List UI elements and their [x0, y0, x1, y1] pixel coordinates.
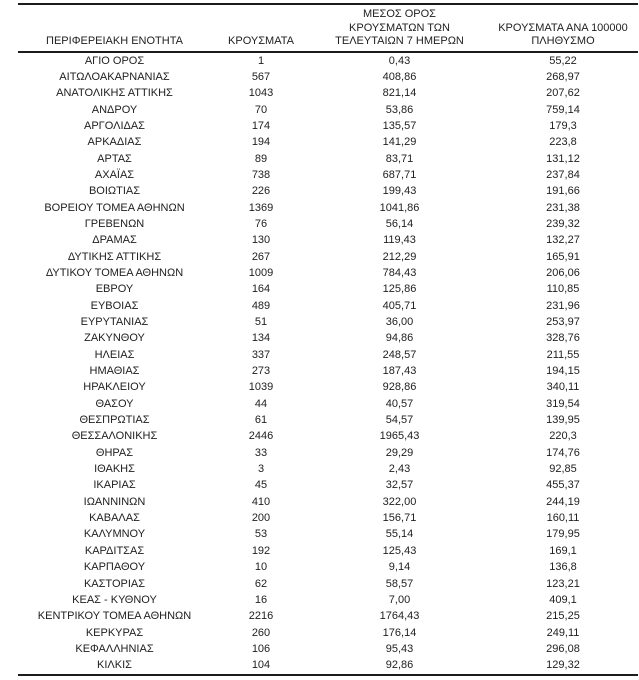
per100k-cell: 237,84 [546, 168, 580, 181]
cases-cell: 337 [251, 348, 271, 361]
region-cell: ΚΑΡΠΑΘΟΥ [83, 561, 146, 574]
table-row [18, 265, 638, 281]
avg7-cell: 248,57 [382, 348, 417, 361]
region-cell: ΘΕΣΠΡΩΤΙΑΣ [79, 414, 150, 427]
avg7-cell: 187,43 [382, 365, 417, 378]
avg7-cell: 408,86 [382, 70, 417, 83]
avg7-cell: 141,29 [382, 136, 417, 149]
cases-cell: 738 [251, 168, 271, 181]
table-row [18, 477, 638, 493]
avg7-cell: 54,57 [385, 414, 414, 427]
table-row [18, 347, 638, 363]
avg7-cell: 928,86 [382, 381, 417, 394]
table-body [18, 52, 638, 675]
cases-cell: 104 [251, 659, 271, 672]
table-row [18, 200, 638, 216]
per100k-cell: 231,38 [546, 201, 580, 214]
region-cell: ΘΕΣΣΑΛΟΝΙΚΗΣ [71, 430, 158, 443]
column-header-region [18, 4, 211, 52]
cases-by-regional-unit-table [18, 3, 638, 676]
cases-cell: 76 [254, 217, 268, 230]
per100k-cell: 169,1 [549, 544, 577, 557]
region-cell: ΙΘΑΚΗΣ [94, 463, 135, 476]
table-row [18, 461, 638, 477]
table-row [18, 281, 638, 297]
table-row [18, 625, 638, 641]
region-cell: ΑΝΑΤΟΛΙΚΗΣ ΑΤΤΙΚΗΣ [56, 87, 173, 100]
cases-cell: 106 [251, 642, 271, 655]
cases-cell: 51 [254, 316, 268, 328]
table-row [18, 428, 638, 444]
region-cell: ΒΟΙΩΤΙΑΣ [88, 185, 141, 198]
table-row [18, 52, 638, 69]
per100k-cell: 129,32 [546, 659, 580, 672]
per100k-cell: 191,66 [546, 185, 580, 198]
avg7-cell: 9,14 [388, 561, 411, 574]
cases-cell: 61 [254, 414, 268, 427]
table-row [18, 494, 638, 510]
avg7-cell: 322,00 [382, 495, 417, 508]
avg7-cell: 95,43 [385, 642, 414, 655]
cases-cell: 489 [251, 299, 271, 312]
per100k-cell: 249,11 [546, 626, 580, 639]
column-header-per100k-line2: ΠΛΗΘΥΣΜΟ [531, 35, 595, 47]
per100k-cell: 296,08 [546, 642, 580, 655]
region-cell: ΑΡΚΑΔΙΑΣ [87, 136, 142, 149]
avg7-cell: 0,43 [388, 54, 411, 67]
avg7-cell: 821,14 [382, 87, 417, 100]
table-row [18, 412, 638, 428]
cases-cell: 567 [251, 70, 271, 83]
region-cell: ΔΥΤΙΚΗΣ ΑΤΤΙΚΗΣ [67, 250, 162, 263]
cases-cell: 1369 [248, 201, 274, 214]
per100k-cell: 223,8 [549, 136, 577, 149]
cases-cell: 1043 [248, 87, 274, 100]
table-row [18, 102, 638, 118]
per100k-cell: 759,14 [546, 103, 580, 116]
per100k-cell: 319,54 [546, 397, 580, 410]
avg7-cell: 125,86 [382, 283, 417, 296]
avg7-cell: 29,29 [385, 446, 414, 459]
cases-cell: 134 [251, 332, 271, 345]
table-row [18, 576, 638, 592]
column-header-per100k-line1: ΚΡΟΥΣΜΑΤΑ ΑΝΑ 100000 [498, 21, 628, 34]
per100k-cell: 92,85 [549, 463, 577, 476]
column-header-avg7-line3: ΤΕΛΕΥΤΑΙΩΝ 7 ΗΜΕΡΩΝ [335, 35, 464, 47]
avg7-cell: 2,43 [388, 463, 411, 476]
cases-cell: 267 [251, 250, 271, 263]
region-cell: ΕΥΡΥΤΑΝΙΑΣ [80, 316, 149, 328]
per100k-cell: 123,21 [546, 577, 580, 590]
table-row [18, 526, 638, 542]
avg7-cell: 1965,43 [379, 430, 420, 443]
table-row [18, 559, 638, 575]
per100k-cell: 328,76 [546, 332, 580, 345]
table-row [18, 216, 638, 232]
cases-cell: 200 [251, 512, 271, 525]
column-header-per100k [488, 4, 638, 52]
table-row [18, 543, 638, 559]
region-cell: ΕΥΒΟΙΑΣ [90, 299, 139, 312]
cases-cell: 3 [257, 463, 265, 476]
table-row [18, 592, 638, 608]
avg7-cell: 199,43 [382, 185, 417, 198]
per100k-cell: 110,85 [546, 283, 580, 296]
avg7-cell: 176,14 [382, 626, 417, 639]
cases-cell: 1009 [248, 266, 274, 279]
cases-cell: 53 [254, 528, 268, 541]
avg7-cell: 784,43 [382, 266, 417, 279]
per100k-cell: 160,11 [546, 512, 580, 525]
table-row [18, 298, 638, 314]
region-cell: ΙΩΑΝΝΙΝΩΝ [83, 495, 146, 508]
region-cell: ΚΕΡΚΥΡΑΣ [85, 626, 144, 639]
per100k-cell: 206,06 [546, 266, 580, 279]
region-cell: ΔΡΑΜΑΣ [92, 234, 137, 247]
avg7-cell: 83,71 [385, 152, 414, 165]
table-row [18, 69, 638, 85]
per100k-cell: 179,95 [546, 528, 580, 541]
per100k-cell: 244,19 [546, 495, 580, 508]
per100k-cell: 131,12 [546, 152, 580, 165]
cases-cell: 45 [254, 479, 268, 492]
region-cell: ΙΚΑΡΙΑΣ [93, 479, 136, 492]
per100k-cell: 231,96 [546, 299, 580, 312]
cases-cell: 273 [251, 365, 271, 378]
table-row [18, 379, 638, 395]
cases-cell: 62 [254, 577, 268, 590]
cases-cell: 33 [254, 446, 268, 459]
table-row [18, 657, 638, 674]
region-cell: ΚΕΦΑΛΛΗΝΙΑΣ [75, 642, 154, 655]
region-cell: ΑΡΓΟΛΙΔΑΣ [84, 119, 145, 132]
region-cell: ΑΡΤΑΣ [97, 152, 132, 165]
table-row [18, 510, 638, 526]
cases-cell: 1039 [248, 381, 274, 394]
region-cell: ΓΡΕΒΕΝΩΝ [84, 217, 145, 230]
avg7-cell: 94,86 [385, 332, 414, 345]
cases-cell: 194 [251, 136, 271, 149]
region-cell: ΔΥΤΙΚΟΥ ΤΟΜΕΑ ΑΘΗΝΩΝ [45, 266, 184, 279]
table-row [18, 183, 638, 199]
per100k-cell: 340,11 [546, 381, 580, 394]
per100k-cell: 409,1 [549, 593, 577, 606]
table-row [18, 232, 638, 248]
avg7-cell: 92,86 [385, 659, 414, 672]
region-cell: ΗΡΑΚΛΕΙΟΥ [83, 381, 146, 394]
avg7-cell: 40,57 [385, 397, 414, 410]
cases-cell: 70 [254, 103, 268, 116]
column-header-cases [211, 4, 311, 52]
per100k-cell: 174,76 [546, 446, 580, 459]
region-cell: ΗΜΑΘΙΑΣ [89, 365, 140, 378]
region-cell: ΖΑΚΥΝΘΟΥ [84, 332, 145, 345]
table-row [18, 445, 638, 461]
avg7-cell: 687,71 [382, 168, 417, 181]
avg7-cell: 1764,43 [379, 610, 420, 623]
per100k-cell: 253,97 [546, 316, 580, 328]
column-header-avg7 [311, 4, 488, 52]
cases-cell: 89 [254, 152, 268, 165]
cases-cell: 130 [251, 234, 271, 247]
cases-cell: 16 [254, 593, 268, 606]
avg7-cell: 119,43 [383, 234, 416, 247]
per100k-cell: 132,27 [546, 234, 580, 247]
column-header-avg7-line1: ΜΕΣΟΣ ΟΡΟΣ [363, 8, 436, 20]
table-row [18, 608, 638, 624]
region-cell: ΚΙΛΚΙΣ [97, 659, 132, 672]
table-row [18, 118, 638, 134]
avg7-cell: 58,57 [385, 577, 414, 590]
table-row [18, 396, 638, 412]
avg7-cell: 156,71 [382, 512, 417, 525]
cases-cell: 410 [251, 495, 271, 508]
table-row [18, 167, 638, 183]
per100k-cell: 220,3 [549, 430, 577, 443]
per100k-cell: 211,55 [546, 348, 580, 361]
per100k-cell: 165,91 [546, 250, 580, 263]
region-cell: ΒΟΡΕΙΟΥ ΤΟΜΕΑ ΑΘΗΝΩΝ [44, 201, 185, 214]
region-cell: ΚΑΡΔΙΤΣΑΣ [84, 544, 145, 557]
table-header-row [18, 4, 638, 52]
cases-cell: 1 [257, 54, 265, 67]
column-header-avg7-line2: ΚΡΟΥΣΜΑΤΩΝ ΤΩΝ [349, 21, 450, 34]
column-header-region-label: ΠΕΡΙΦΕΡΕΙΑΚΗ ΕΝΟΤΗΤΑ [46, 35, 183, 47]
cases-cell: 226 [251, 185, 271, 198]
region-cell: ΑΓΙΟ ΟΡΟΣ [84, 54, 145, 67]
per100k-cell: 207,62 [546, 87, 580, 100]
table-header [18, 4, 638, 52]
cases-cell: 192 [251, 544, 271, 557]
region-cell: ΑΧΑΪΑΣ [94, 168, 135, 181]
column-header-cases-label: ΚΡΟΥΣΜΑΤΑ [228, 35, 294, 47]
per100k-cell: 179,3 [549, 119, 577, 132]
avg7-cell: 53,86 [385, 103, 414, 116]
region-cell: ΚΑΒΑΛΑΣ [89, 512, 140, 525]
cases-cell: 44 [254, 397, 268, 410]
region-cell: ΚΑΣΤΟΡΙΑΣ [83, 577, 146, 590]
region-cell: ΚΑΛΥΜΝΟΥ [83, 528, 146, 541]
region-cell: ΕΒΡΟΥ [95, 283, 134, 296]
avg7-cell: 7,00 [388, 593, 411, 606]
cases-cell: 2216 [248, 610, 274, 623]
per100k-cell: 239,32 [546, 217, 580, 230]
per100k-cell: 215,25 [546, 610, 580, 623]
table-row [18, 330, 638, 346]
cases-cell: 10 [254, 561, 268, 574]
per100k-cell: 136,8 [549, 561, 577, 574]
region-cell: ΗΛΕΙΑΣ [94, 348, 135, 361]
cases-cell: 164 [251, 283, 271, 296]
region-cell: ΘΗΡΑΣ [95, 446, 134, 459]
table-row [18, 641, 638, 657]
avg7-cell: 212,29 [382, 250, 417, 263]
per100k-cell: 455,37 [546, 479, 580, 492]
table-row [18, 314, 638, 330]
region-cell: ΚΕΝΤΡΙΚΟΥ ΤΟΜΕΑ ΑΘΗΝΩΝ [37, 610, 192, 623]
per100k-cell: 268,97 [546, 70, 580, 83]
region-cell: ΑΙΤΩΛΟΑΚΑΡΝΑΝΙΑΣ [59, 70, 170, 83]
cases-by-regional-unit-table-container [18, 3, 638, 676]
avg7-cell: 32,57 [385, 479, 414, 492]
table-row [18, 85, 638, 101]
per100k-cell: 194,15 [546, 365, 580, 378]
table-row [18, 363, 638, 379]
per100k-cell: 55,22 [549, 54, 577, 67]
region-cell: ΚΕΑΣ - ΚΥΘΝΟΥ [72, 593, 157, 606]
table-row [18, 134, 638, 150]
avg7-cell: 125,43 [382, 544, 417, 557]
avg7-cell: 1041,86 [379, 201, 420, 214]
avg7-cell: 36,00 [385, 316, 414, 328]
avg7-cell: 55,14 [385, 528, 414, 541]
avg7-cell: 56,14 [385, 217, 414, 230]
avg7-cell: 405,71 [382, 299, 417, 312]
cases-cell: 2446 [248, 430, 274, 443]
region-cell: ΘΑΣΟΥ [95, 397, 134, 410]
table-row [18, 249, 638, 265]
avg7-cell: 135,57 [382, 119, 417, 132]
cases-cell: 260 [251, 626, 271, 639]
cases-cell: 174 [251, 119, 271, 132]
region-cell: ΑΝΔΡΟΥ [91, 103, 138, 116]
table-row [18, 151, 638, 167]
per100k-cell: 139,95 [546, 414, 580, 427]
